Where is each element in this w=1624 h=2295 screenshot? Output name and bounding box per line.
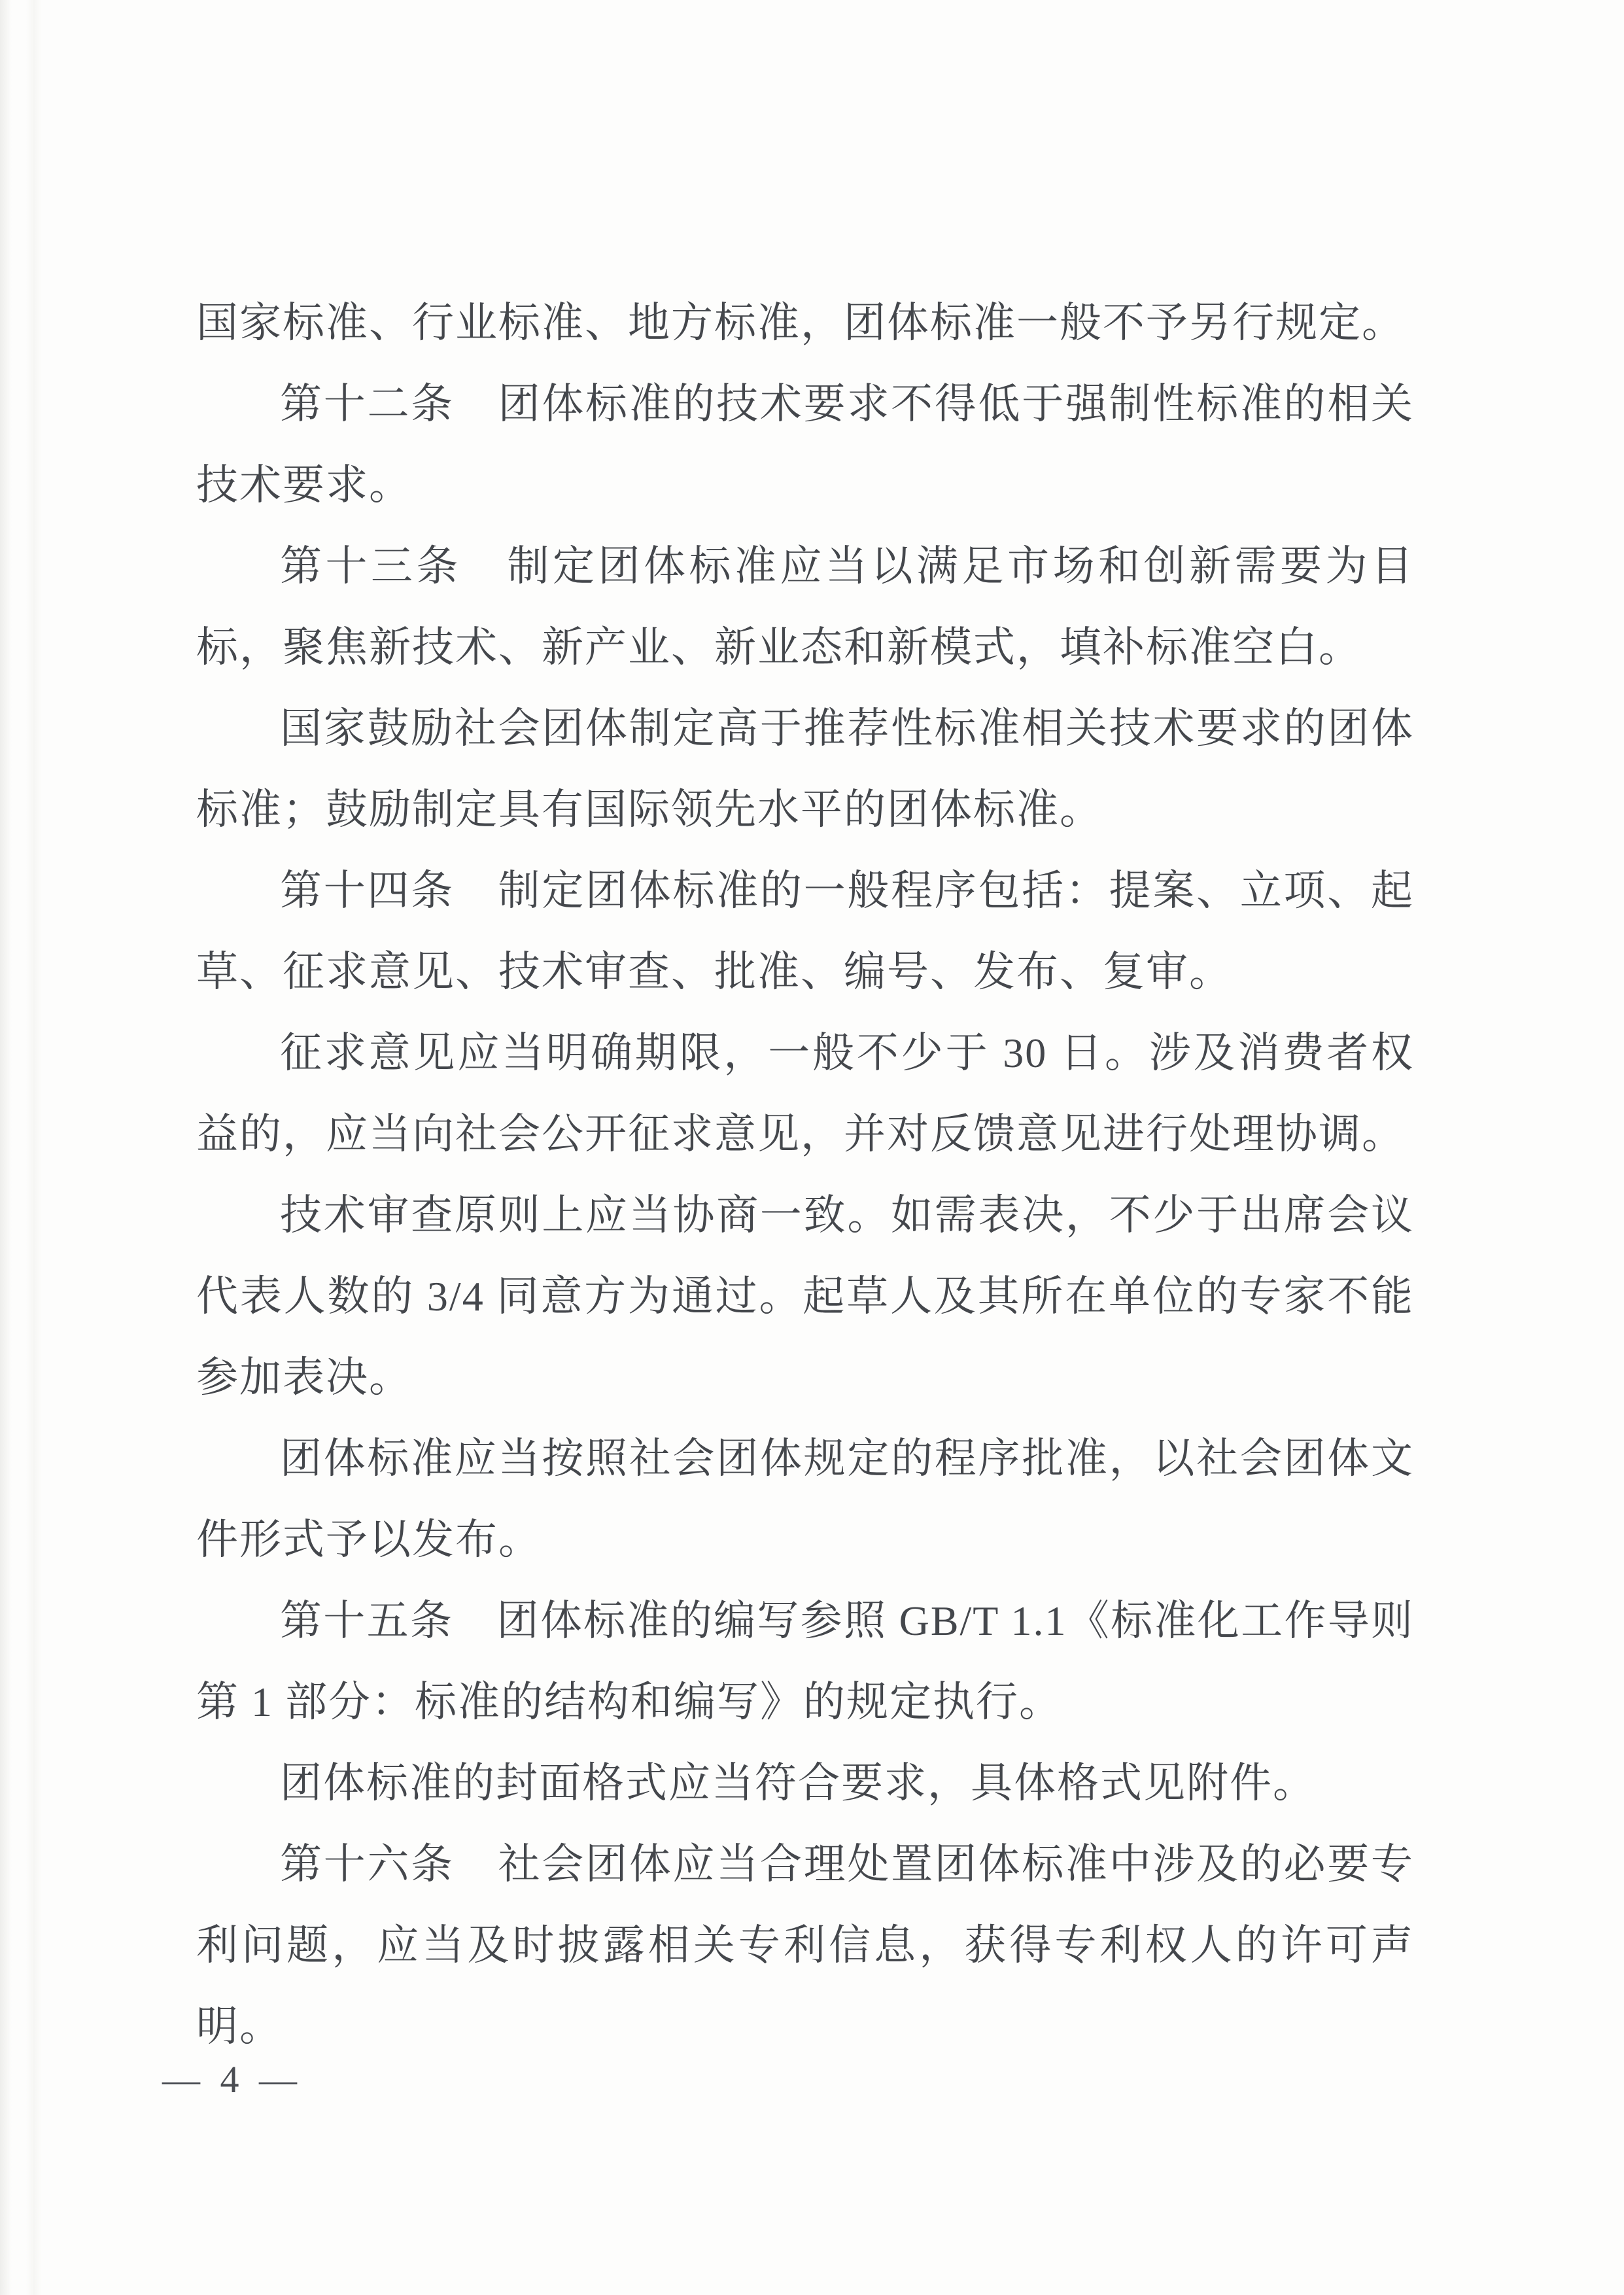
paragraph-article-15: 第十五条 团体标准的编写参照 GB/T 1.1《标准化工作导则 第 1 部分：标准的结构和编写》的规定执行。 <box>196 1598 1414 1725</box>
paragraph: 国家鼓励社会团体制定高于推荐性标准相关技术要求的团体标准；鼓励制定具有国际领先水平的团体标准。 <box>196 705 1414 833</box>
paragraph-article-13: 第十三条 制定团体标准应当以满足市场和创新需要为目标，聚焦新技术、新产业、新业态和新模式，填补标准空白。 <box>196 543 1414 671</box>
paragraph: 技术审查原则上应当协商一致。如需表决，不少于出席会议代表人数的 3/4 同意方为通过。起草人及其所在单位的专家不能参加表决。 <box>196 1192 1414 1401</box>
paragraph-article-16: 第十六条 社会团体应当合理处置团体标准中涉及的必要专利问题，应当及时披露相关专利信息，获得专利权人的许可声明。 <box>196 1841 1414 2050</box>
paragraph: 团体标准应当按照社会团体规定的程序批准，以社会团体文件形式予以发布。 <box>196 1435 1414 1563</box>
paragraph-article-12: 第十二条 团体标准的技术要求不得低于强制性标准的相关技术要求。 <box>196 381 1414 508</box>
paragraph: 征求意见应当明确期限，一般不少于 30 日。涉及消费者权益的，应当向社会公开征求意见，并对反馈意见进行处理协调。 <box>196 1030 1414 1157</box>
paragraph: 团体标准的封面格式应当符合要求，具体格式见附件。 <box>280 1760 1316 1806</box>
paragraph-article-14: 第十四条 制定团体标准的一般程序包括：提案、立项、起草、征求意见、技术审查、批准、编号、发布、复审。 <box>196 867 1414 995</box>
paragraph: 国家标准、行业标准、地方标准，团体标准一般不予另行规定。 <box>196 300 1405 346</box>
document-body <box>196 283 1414 2067</box>
page-number: — 4 — <box>162 2058 302 2101</box>
